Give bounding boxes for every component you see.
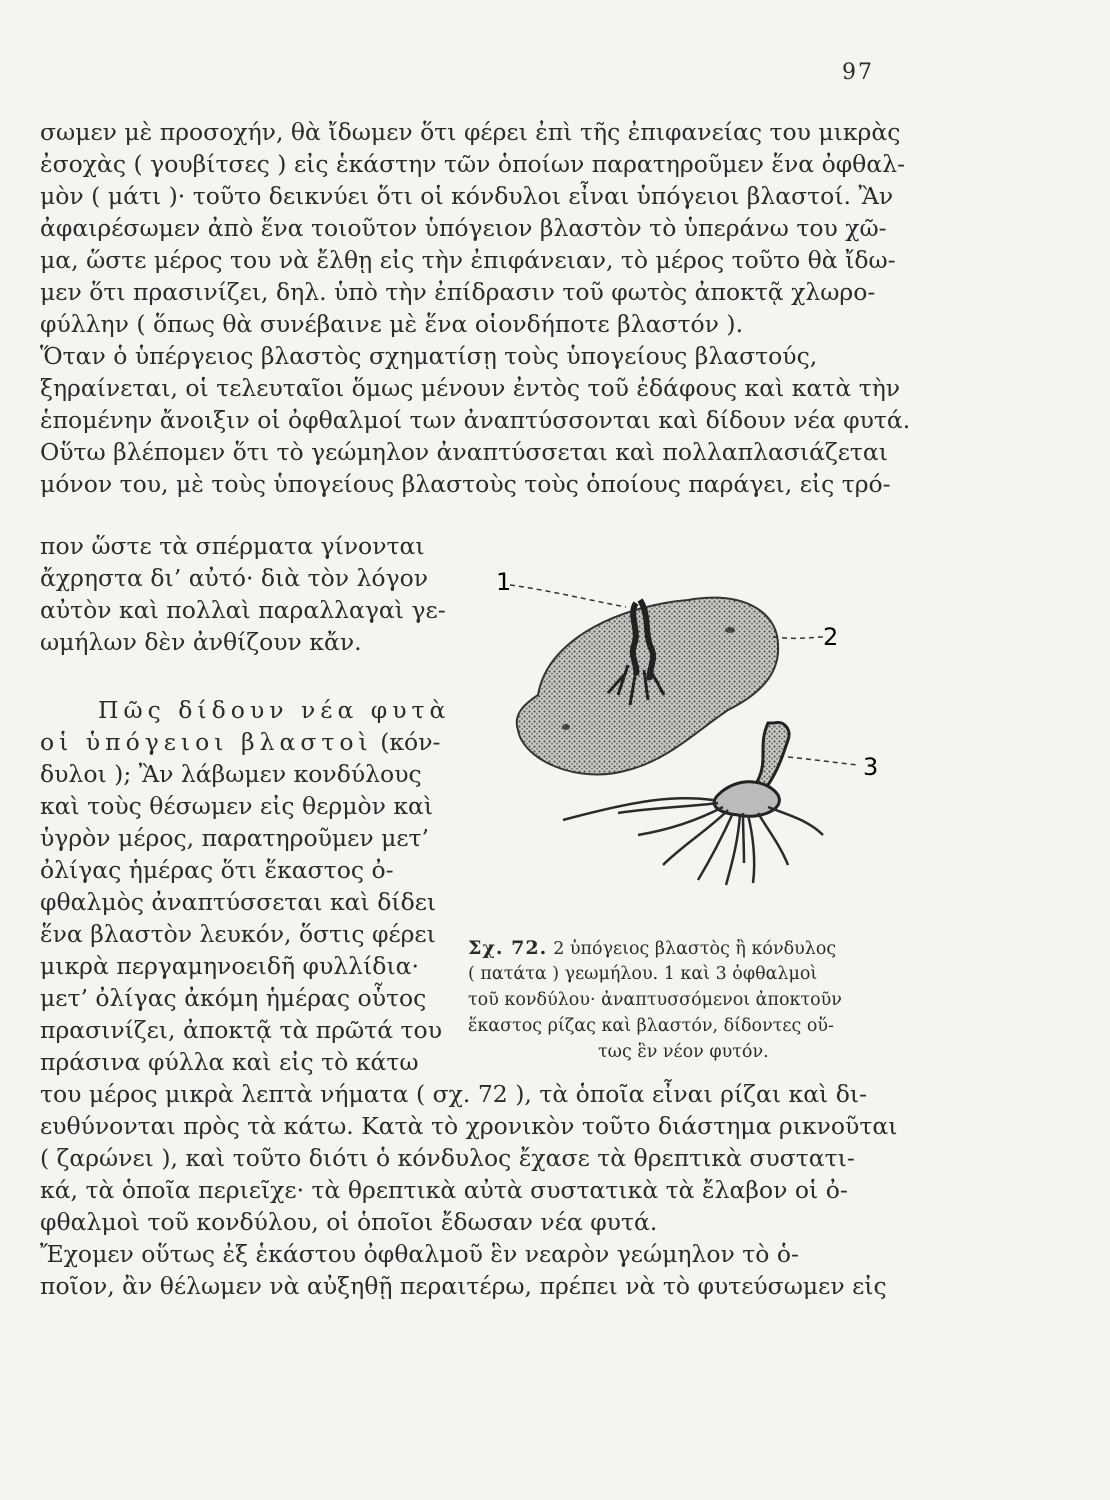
tuber-eye xyxy=(725,627,735,633)
caption-line: ( πατάτα ) γεωμήλου. 1 καὶ 3 ὀφθαλμοὶ xyxy=(468,964,818,984)
text-line: ωμήλων δὲν ἀνθίζουν κἄν. xyxy=(40,628,362,656)
text-line: μετ’ ὀλίγας ἀκόμη ἡμέρας οὗτος xyxy=(40,984,427,1012)
text-line: φθαλμοὶ τοῦ κονδύλου, οἱ ὁποῖοι ἔδωσαν νέα φυτά. xyxy=(40,1208,658,1236)
potato-illustration xyxy=(468,545,908,925)
text-line: φθαλμὸς ἀναπτύσσεται καὶ δίδει xyxy=(40,888,437,916)
page-number: 97 xyxy=(842,60,874,85)
label-3: 3 xyxy=(863,753,879,781)
tuber-eye xyxy=(562,724,570,730)
text-line: ευθύνονται πρὸς τὰ κάτω. Κατὰ τὸ χρονικὸν τοῦτο διάστημα ρικνοῦται xyxy=(40,1112,898,1140)
text-line: ὀλίγας ἡμέρας ὅτι ἕκαστος ὀ- xyxy=(40,856,394,884)
label-2: 2 xyxy=(823,623,839,651)
text-line: ποῖον, ἂν θέλωμεν νὰ αὐξηθῇ περαιτέρω, πρέπει νὰ τὸ φυτεύσωμεν εἰς xyxy=(40,1272,887,1300)
text-line: καὶ τοὺς θέσωμεν εἰς θερμὸν καὶ xyxy=(40,792,434,820)
text-line: μα, ὥστε μέρος του νὰ ἔλθῃ εἰς τὴν ἐπιφάνειαν, τὸ μέρος τοῦτο θὰ ἴδω- xyxy=(40,246,896,274)
text-line: ἑπομένην ἄνοιξιν οἱ ὀφθαλμοί των ἀναπτύσσονται καὶ δίδουν νέα φυτά. xyxy=(40,406,911,434)
text-line: μεν ὅτι πρασινίζει, δηλ. ὑπὸ τὴν ἐπίδρασιν τοῦ φωτὸς ἀποκτᾷ χλωρο- xyxy=(40,278,876,306)
text-line: μόνον του, μὲ τοὺς ὑπογείους βλαστοὺς τοὺς ὁποίους παράγει, εἰς τρό- xyxy=(40,470,891,498)
text-line: πρασινίζει, ἀποκτᾷ τὰ πρῶτά του xyxy=(40,1016,442,1044)
text-line: του μέρος μικρὰ λεπτὰ νήματα ( σχ. 72 ), τὰ ὁποῖα εἶναι ρίζαι καὶ δι- xyxy=(40,1080,868,1108)
text-line: ἐσοχὰς ( γουβίτσες ) εἰς ἑκάστην τῶν ὁποίων παρατηροῦμεν ἕνα ὀφθαλ- xyxy=(40,150,906,178)
text-line: Οὕτω βλέπομεν ὅτι τὸ γεώμηλον ἀναπτύσσεται καὶ πολλαπλασιάζεται xyxy=(40,438,889,466)
text-line: ἄχρηστα δι’ αὐτό· διὰ τὸν λόγον xyxy=(40,564,429,592)
heading-line2-rest: (κόν- xyxy=(372,728,441,756)
caption-line: ἕκαστος ρίζας καὶ βλαστόν, δίδοντες οὕ- xyxy=(468,1016,834,1036)
text-line: πράσινα φύλλα καὶ εἰς τὸ κάτω xyxy=(40,1048,419,1076)
text-line: σωμεν μὲ προσοχήν, θὰ ἴδωμεν ὅτι φέρει ἐπὶ τῆς ἐπιφανείας του μικρὰς xyxy=(40,118,901,146)
section-heading-line2 xyxy=(40,728,441,756)
text-line: μὸν ( μάτι )· τοῦτο δεικνύει ὅτι οἱ κόνδυλοι εἶναι ὑπόγειοι βλαστοί. Ἂν xyxy=(40,182,894,210)
text-line: ξηραίνεται, οἱ τελευταῖοι ὅμως μένουν ἐντὸς τοῦ ἐδάφους καὶ κατὰ τὴν xyxy=(40,374,901,402)
text-line: φύλλην ( ὅπως θὰ συνέβαινε μὲ ἕνα οἱονδήποτε βλαστόν ). xyxy=(40,310,744,338)
section-heading: Πῶς δίδουν νέα φυτὰ xyxy=(98,696,451,724)
label-1: 1 xyxy=(496,568,512,596)
section-heading-continued: οἱ ὑπόγειοι βλαστοὶ xyxy=(40,728,373,756)
text-line: δυλοι ); Ἂν λάβωμεν κονδύλους xyxy=(40,760,422,788)
text-line: μικρὰ περγαμηνοειδῆ φυλλίδια· xyxy=(40,952,419,980)
caption-line: 2 ὑπόγειος βλαστὸς ἢ κόνδυλος xyxy=(553,939,837,959)
caption-label: Σχ. 72. xyxy=(468,937,548,959)
text-line: ἀφαιρέσωμεν ἀπὸ ἕνα τοιοῦτον ὑπόγειον βλαστὸν τὸ ὑπεράνω του χῶ- xyxy=(40,214,887,242)
text-line: ὑγρὸν μέρος, παρατηροῦμεν μετ’ xyxy=(40,824,430,852)
text-line: πον ὥστε τὰ σπέρματα γίνονται xyxy=(40,532,425,560)
caption-line: τοῦ κονδύλου· ἀναπτυσσόμενοι ἀποκτοῦν xyxy=(468,990,842,1010)
text-line: Ἔχομεν οὕτως ἐξ ἑκάστου ὀφθαλμοῦ ἓν νεαρὸν γεώμηλον τὸ ὁ- xyxy=(40,1240,799,1268)
text-line: ( ζαρώνει ), καὶ τοῦτο διότι ὁ κόνδυλος ἔχασε τὰ θρεπτικὰ συστατι- xyxy=(40,1144,855,1172)
potato-tuber-figure xyxy=(468,545,908,925)
text-line: Ὅταν ὁ ὑπέργειος βλαστὸς σχηματίσῃ τοὺς ὑπογείους βλαστούς, xyxy=(40,342,818,370)
text-line: ἕνα βλαστὸν λευκόν, ὅστις φέρει xyxy=(40,920,436,948)
text-line: αὐτὸν καὶ πολλαὶ παραλλαγαὶ γε- xyxy=(40,596,446,624)
roots xyxy=(563,798,823,885)
text-line: κά, τὰ ὁποῖα περιεῖχε· τὰ θρεπτικὰ αὐτὰ συστατικὰ τὰ ἔλαβον οἱ ὀ- xyxy=(40,1176,848,1204)
caption-line: τως ἓν νέον φυτόν. xyxy=(598,1042,769,1062)
